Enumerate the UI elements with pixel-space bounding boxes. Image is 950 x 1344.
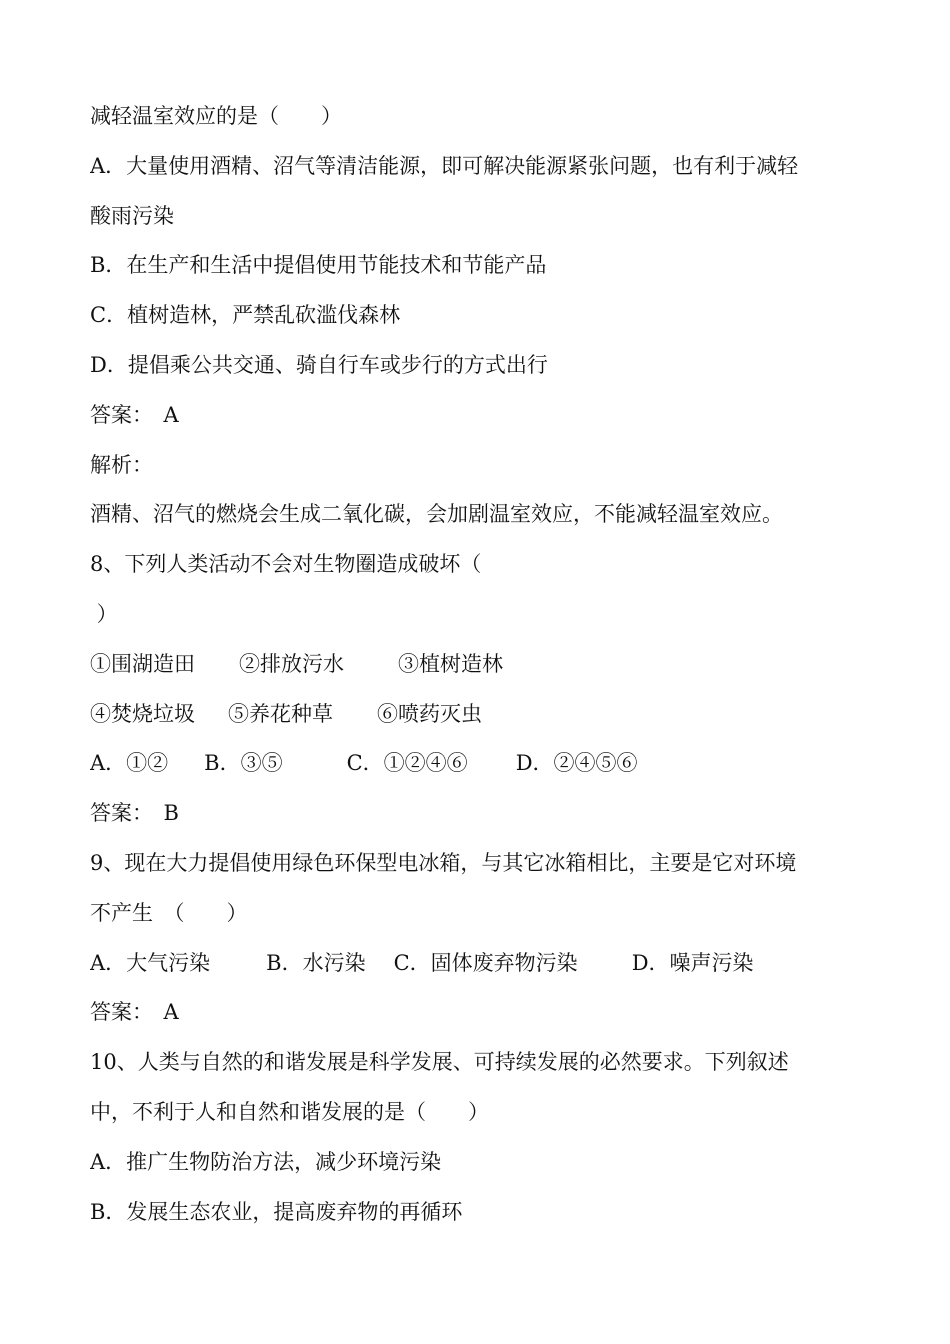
q10-option-b: B．发展生态农业，提高废弃物的再循环 [90, 1199, 463, 1224]
q7-answer: 答案： A [90, 402, 179, 427]
q9-stem-line1: 9、现在大力提倡使用绿色环保型电冰箱，与其它冰箱相比，主要是它对环境 [90, 850, 797, 875]
q8-stem-line2: ） [90, 601, 118, 626]
q8-items-row2 [90, 690, 870, 740]
q7-option-a-line1: A．大量使用酒精、沼气等清洁能源，即可解决能源紧张问题，也有利于减轻 [90, 153, 799, 178]
q9-option-b: B．水污染 [266, 950, 366, 975]
q8-item-2: ②排放污水 [239, 651, 344, 676]
q9-option-d: D．噪声污染 [631, 950, 754, 975]
q8-stem-line1: 8、下列人类活动不会对生物圈造成破坏（ [90, 552, 482, 577]
q9-options [90, 939, 870, 989]
q7-option-d: D．提倡乘公共交通、骑自行车或步行的方式出行 [90, 352, 548, 377]
q7-analysis-label: 解析： [90, 452, 153, 477]
q7-stem-tail: 减轻温室效应的是（ ） [90, 104, 342, 128]
q8-answer: 答案： B [90, 801, 179, 826]
q9-option-a: A．大气污染 [90, 950, 211, 975]
q8-option-b: B．③⑤ [204, 751, 283, 776]
q8-item-3: ③植树造林 [398, 651, 503, 676]
q10-option-a: A．推广生物防治方法，减少环境污染 [90, 1149, 442, 1174]
q7-option-b: B．在生产和生活中提倡使用节能技术和节能产品 [90, 253, 547, 278]
q8-option-a: A．①② [90, 751, 169, 776]
q8-item-6: ⑥喷药灭虫 [377, 701, 482, 726]
q9-answer: 答案： A [90, 1000, 179, 1025]
q7-option-a-line2: 酸雨污染 [90, 203, 174, 228]
q7-analysis-text: 酒精、沼气的燃烧会生成二氧化碳，会加剧温室效应，不能减轻温室效应。 [90, 502, 783, 527]
q7-option-c: C．植树造林，严禁乱砍滥伐森林 [90, 303, 401, 328]
q8-item-1: ①围湖造田 [90, 651, 195, 676]
document-body [90, 92, 870, 1237]
q8-item-5: ⑤养花种草 [228, 701, 333, 726]
q8-item-4: ④焚烧垃圾 [90, 701, 195, 726]
q8-option-d: D．②④⑤⑥ [515, 751, 638, 776]
q9-option-c: C．固体废弃物污染 [393, 950, 578, 975]
q8-options [90, 739, 870, 789]
q8-option-c: C．①②④⑥ [346, 751, 468, 776]
q10-stem-line2: 中，不利于人和自然和谐发展的是（ ） [90, 1099, 489, 1124]
q8-items-row1 [90, 640, 870, 690]
q10-stem-line1: 10、人类与自然的和谐发展是科学发展、可持续发展的必然要求。下列叙述 [90, 1050, 789, 1075]
q9-stem-line2: 不产生 （ ） [90, 900, 248, 925]
